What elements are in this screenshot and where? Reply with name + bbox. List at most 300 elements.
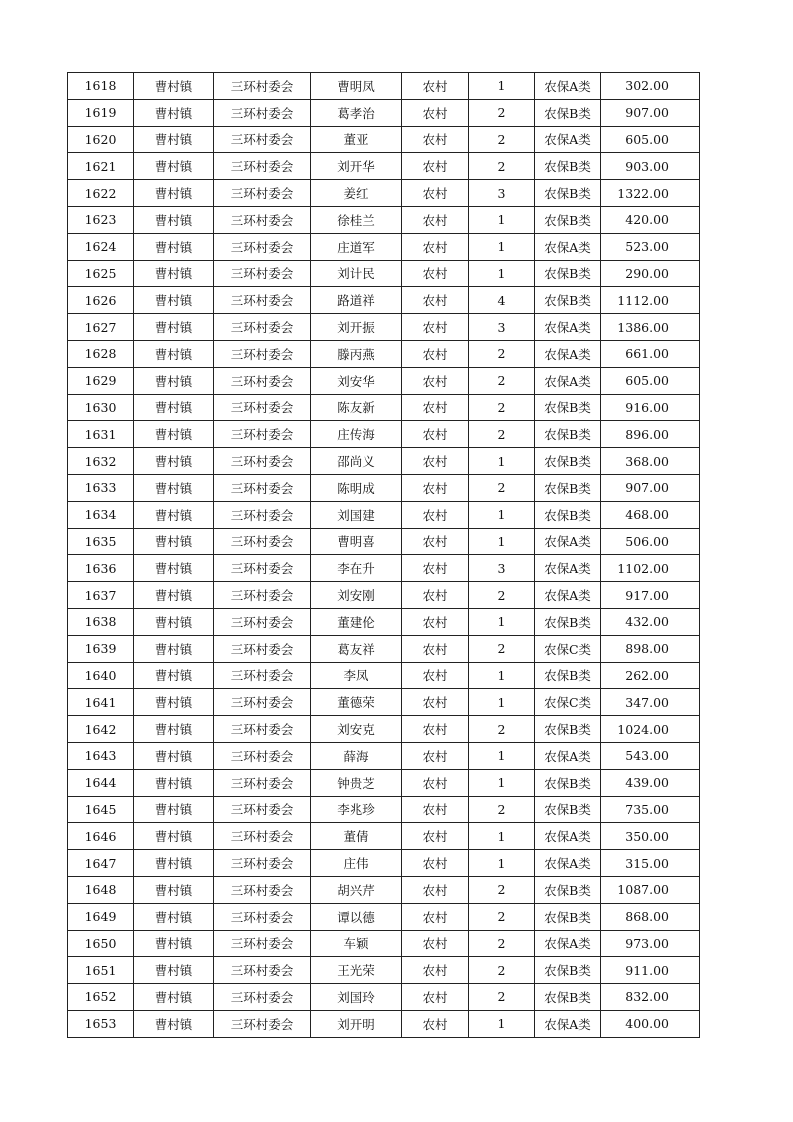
insurance-category-cell: 农保B类 (535, 876, 601, 903)
table-row (68, 769, 700, 796)
household-count-cell: 2 (469, 876, 535, 903)
row-number-cell: 1642 (68, 716, 134, 743)
amount-cell: 911.00 (601, 957, 700, 984)
table-row (68, 367, 700, 394)
area-type-cell: 农村 (402, 421, 469, 448)
household-count-cell: 2 (469, 716, 535, 743)
area-type-cell: 农村 (402, 153, 469, 180)
insurance-category-cell: 农保B类 (535, 260, 601, 287)
row-number-cell: 1653 (68, 1010, 134, 1037)
person-name-cell: 薛海 (311, 742, 402, 769)
village-committee-cell: 三环村委会 (214, 421, 311, 448)
amount-cell: 368.00 (601, 448, 700, 475)
table-row (68, 984, 700, 1011)
table-row (68, 876, 700, 903)
village-committee-cell: 三环村委会 (214, 689, 311, 716)
household-count-cell: 1 (469, 823, 535, 850)
person-name-cell: 胡兴芹 (311, 876, 402, 903)
row-number-cell: 1648 (68, 876, 134, 903)
amount-cell: 400.00 (601, 1010, 700, 1037)
area-type-cell: 农村 (402, 957, 469, 984)
insurance-category-cell: 农保A类 (535, 850, 601, 877)
table-row (68, 823, 700, 850)
village-committee-cell: 三环村委会 (214, 367, 311, 394)
person-name-cell: 王光荣 (311, 957, 402, 984)
person-name-cell: 车颖 (311, 930, 402, 957)
amount-cell: 661.00 (601, 340, 700, 367)
household-count-cell: 1 (469, 689, 535, 716)
area-type-cell: 农村 (402, 635, 469, 662)
table-row (68, 206, 700, 233)
amount-cell: 1322.00 (601, 180, 700, 207)
insurance-category-cell: 农保B类 (535, 716, 601, 743)
roster-table (67, 72, 700, 1038)
town-cell: 曹村镇 (134, 689, 214, 716)
amount-cell: 1102.00 (601, 555, 700, 582)
household-count-cell: 1 (469, 448, 535, 475)
household-count-cell: 3 (469, 555, 535, 582)
person-name-cell: 董倩 (311, 823, 402, 850)
table-row (68, 340, 700, 367)
village-committee-cell: 三环村委会 (214, 796, 311, 823)
area-type-cell: 农村 (402, 448, 469, 475)
amount-cell: 439.00 (601, 769, 700, 796)
amount-cell: 468.00 (601, 501, 700, 528)
row-number-cell: 1625 (68, 260, 134, 287)
household-count-cell: 2 (469, 367, 535, 394)
area-type-cell: 农村 (402, 582, 469, 609)
household-count-cell: 2 (469, 340, 535, 367)
village-committee-cell: 三环村委会 (214, 608, 311, 635)
amount-cell: 523.00 (601, 233, 700, 260)
area-type-cell: 农村 (402, 876, 469, 903)
household-count-cell: 2 (469, 796, 535, 823)
town-cell: 曹村镇 (134, 99, 214, 126)
village-committee-cell: 三环村委会 (214, 99, 311, 126)
amount-cell: 896.00 (601, 421, 700, 448)
household-count-cell: 1 (469, 73, 535, 100)
village-committee-cell: 三环村委会 (214, 716, 311, 743)
amount-cell: 832.00 (601, 984, 700, 1011)
area-type-cell: 农村 (402, 716, 469, 743)
table-row (68, 635, 700, 662)
person-name-cell: 谭以德 (311, 903, 402, 930)
insurance-category-cell: 农保B类 (535, 984, 601, 1011)
row-number-cell: 1647 (68, 850, 134, 877)
person-name-cell: 刘开明 (311, 1010, 402, 1037)
town-cell: 曹村镇 (134, 287, 214, 314)
person-name-cell: 庄伟 (311, 850, 402, 877)
amount-cell: 290.00 (601, 260, 700, 287)
amount-cell: 903.00 (601, 153, 700, 180)
area-type-cell: 农村 (402, 930, 469, 957)
row-number-cell: 1649 (68, 903, 134, 930)
table-row (68, 180, 700, 207)
town-cell: 曹村镇 (134, 367, 214, 394)
row-number-cell: 1627 (68, 314, 134, 341)
household-count-cell: 1 (469, 769, 535, 796)
person-name-cell: 庄道军 (311, 233, 402, 260)
row-number-cell: 1633 (68, 474, 134, 501)
row-number-cell: 1624 (68, 233, 134, 260)
household-count-cell: 1 (469, 1010, 535, 1037)
row-number-cell: 1645 (68, 796, 134, 823)
amount-cell: 735.00 (601, 796, 700, 823)
row-number-cell: 1622 (68, 180, 134, 207)
row-number-cell: 1619 (68, 99, 134, 126)
village-committee-cell: 三环村委会 (214, 930, 311, 957)
row-number-cell: 1628 (68, 340, 134, 367)
table-row (68, 689, 700, 716)
area-type-cell: 农村 (402, 340, 469, 367)
household-count-cell: 1 (469, 850, 535, 877)
household-count-cell: 1 (469, 608, 535, 635)
village-committee-cell: 三环村委会 (214, 957, 311, 984)
table-row (68, 448, 700, 475)
town-cell: 曹村镇 (134, 153, 214, 180)
table-row (68, 421, 700, 448)
village-committee-cell: 三环村委会 (214, 287, 311, 314)
row-number-cell: 1639 (68, 635, 134, 662)
table-row (68, 555, 700, 582)
table-row (68, 73, 700, 100)
person-name-cell: 刘国玲 (311, 984, 402, 1011)
table-row (68, 957, 700, 984)
row-number-cell: 1637 (68, 582, 134, 609)
row-number-cell: 1650 (68, 930, 134, 957)
row-number-cell: 1640 (68, 662, 134, 689)
insurance-category-cell: 农保A类 (535, 73, 601, 100)
insurance-category-cell: 农保A类 (535, 367, 601, 394)
row-number-cell: 1629 (68, 367, 134, 394)
town-cell: 曹村镇 (134, 448, 214, 475)
amount-cell: 907.00 (601, 474, 700, 501)
area-type-cell: 农村 (402, 260, 469, 287)
village-committee-cell: 三环村委会 (214, 555, 311, 582)
person-name-cell: 邵尚义 (311, 448, 402, 475)
village-committee-cell: 三环村委会 (214, 180, 311, 207)
person-name-cell: 陈明成 (311, 474, 402, 501)
amount-cell: 605.00 (601, 126, 700, 153)
town-cell: 曹村镇 (134, 501, 214, 528)
table-row (68, 126, 700, 153)
insurance-category-cell: 农保A类 (535, 930, 601, 957)
village-committee-cell: 三环村委会 (214, 850, 311, 877)
insurance-category-cell: 农保B类 (535, 287, 601, 314)
village-committee-cell: 三环村委会 (214, 742, 311, 769)
row-number-cell: 1623 (68, 206, 134, 233)
row-number-cell: 1631 (68, 421, 134, 448)
insurance-category-cell: 农保B类 (535, 903, 601, 930)
town-cell: 曹村镇 (134, 635, 214, 662)
village-committee-cell: 三环村委会 (214, 501, 311, 528)
amount-cell: 907.00 (601, 99, 700, 126)
insurance-category-cell: 农保A类 (535, 742, 601, 769)
household-count-cell: 1 (469, 662, 535, 689)
person-name-cell: 刘开振 (311, 314, 402, 341)
village-committee-cell: 三环村委会 (214, 340, 311, 367)
town-cell: 曹村镇 (134, 876, 214, 903)
insurance-category-cell: 农保A类 (535, 1010, 601, 1037)
town-cell: 曹村镇 (134, 555, 214, 582)
insurance-category-cell: 农保A类 (535, 340, 601, 367)
insurance-category-cell: 农保B类 (535, 796, 601, 823)
table-row (68, 903, 700, 930)
town-cell: 曹村镇 (134, 823, 214, 850)
person-name-cell: 刘安克 (311, 716, 402, 743)
amount-cell: 916.00 (601, 394, 700, 421)
table-row (68, 501, 700, 528)
area-type-cell: 农村 (402, 1010, 469, 1037)
area-type-cell: 农村 (402, 608, 469, 635)
insurance-category-cell: 农保C类 (535, 689, 601, 716)
town-cell: 曹村镇 (134, 206, 214, 233)
town-cell: 曹村镇 (134, 930, 214, 957)
amount-cell: 543.00 (601, 742, 700, 769)
village-committee-cell: 三环村委会 (214, 528, 311, 555)
village-committee-cell: 三环村委会 (214, 662, 311, 689)
person-name-cell: 董德荣 (311, 689, 402, 716)
village-committee-cell: 三环村委会 (214, 448, 311, 475)
row-number-cell: 1618 (68, 73, 134, 100)
insurance-category-cell: 农保B类 (535, 957, 601, 984)
amount-cell: 420.00 (601, 206, 700, 233)
area-type-cell: 农村 (402, 662, 469, 689)
person-name-cell: 滕丙燕 (311, 340, 402, 367)
town-cell: 曹村镇 (134, 903, 214, 930)
table-row (68, 662, 700, 689)
household-count-cell: 1 (469, 528, 535, 555)
household-count-cell: 2 (469, 903, 535, 930)
area-type-cell: 农村 (402, 99, 469, 126)
household-count-cell: 1 (469, 742, 535, 769)
village-committee-cell: 三环村委会 (214, 984, 311, 1011)
household-count-cell: 1 (469, 233, 535, 260)
town-cell: 曹村镇 (134, 73, 214, 100)
village-committee-cell: 三环村委会 (214, 233, 311, 260)
household-count-cell: 2 (469, 126, 535, 153)
town-cell: 曹村镇 (134, 769, 214, 796)
table-row (68, 99, 700, 126)
insurance-category-cell: 农保C类 (535, 635, 601, 662)
town-cell: 曹村镇 (134, 1010, 214, 1037)
person-name-cell: 董建伦 (311, 608, 402, 635)
village-committee-cell: 三环村委会 (214, 876, 311, 903)
person-name-cell: 刘安刚 (311, 582, 402, 609)
row-number-cell: 1621 (68, 153, 134, 180)
area-type-cell: 农村 (402, 474, 469, 501)
amount-cell: 973.00 (601, 930, 700, 957)
town-cell: 曹村镇 (134, 796, 214, 823)
row-number-cell: 1636 (68, 555, 134, 582)
town-cell: 曹村镇 (134, 528, 214, 555)
town-cell: 曹村镇 (134, 742, 214, 769)
row-number-cell: 1630 (68, 394, 134, 421)
village-committee-cell: 三环村委会 (214, 474, 311, 501)
table-row (68, 233, 700, 260)
row-number-cell: 1634 (68, 501, 134, 528)
row-number-cell: 1644 (68, 769, 134, 796)
insurance-category-cell: 农保A类 (535, 314, 601, 341)
insurance-category-cell: 农保A类 (535, 555, 601, 582)
insurance-category-cell: 农保B类 (535, 394, 601, 421)
table-row (68, 582, 700, 609)
insurance-category-cell: 农保B类 (535, 421, 601, 448)
insurance-category-cell: 农保B类 (535, 99, 601, 126)
household-count-cell: 2 (469, 153, 535, 180)
insurance-category-cell: 农保A类 (535, 528, 601, 555)
table-row (68, 394, 700, 421)
table-row (68, 716, 700, 743)
household-count-cell: 2 (469, 984, 535, 1011)
town-cell: 曹村镇 (134, 394, 214, 421)
table-row (68, 287, 700, 314)
amount-cell: 315.00 (601, 850, 700, 877)
amount-cell: 898.00 (601, 635, 700, 662)
household-count-cell: 3 (469, 180, 535, 207)
row-number-cell: 1651 (68, 957, 134, 984)
area-type-cell: 农村 (402, 823, 469, 850)
amount-cell: 605.00 (601, 367, 700, 394)
row-number-cell: 1626 (68, 287, 134, 314)
table-row (68, 153, 700, 180)
village-committee-cell: 三环村委会 (214, 73, 311, 100)
town-cell: 曹村镇 (134, 662, 214, 689)
insurance-category-cell: 农保B类 (535, 153, 601, 180)
household-count-cell: 2 (469, 930, 535, 957)
area-type-cell: 农村 (402, 314, 469, 341)
village-committee-cell: 三环村委会 (214, 1010, 311, 1037)
area-type-cell: 农村 (402, 206, 469, 233)
town-cell: 曹村镇 (134, 126, 214, 153)
row-number-cell: 1638 (68, 608, 134, 635)
person-name-cell: 钟贵芝 (311, 769, 402, 796)
insurance-category-cell: 农保B类 (535, 180, 601, 207)
person-name-cell: 庄传海 (311, 421, 402, 448)
village-committee-cell: 三环村委会 (214, 582, 311, 609)
village-committee-cell: 三环村委会 (214, 903, 311, 930)
insurance-category-cell: 农保B类 (535, 474, 601, 501)
row-number-cell: 1632 (68, 448, 134, 475)
person-name-cell: 刘安华 (311, 367, 402, 394)
roster-table-body (68, 73, 700, 1038)
household-count-cell: 2 (469, 99, 535, 126)
table-row (68, 528, 700, 555)
area-type-cell: 农村 (402, 367, 469, 394)
table-row (68, 314, 700, 341)
household-count-cell: 2 (469, 394, 535, 421)
person-name-cell: 刘国建 (311, 501, 402, 528)
row-number-cell: 1635 (68, 528, 134, 555)
town-cell: 曹村镇 (134, 340, 214, 367)
household-count-cell: 3 (469, 314, 535, 341)
village-committee-cell: 三环村委会 (214, 126, 311, 153)
area-type-cell: 农村 (402, 769, 469, 796)
town-cell: 曹村镇 (134, 716, 214, 743)
area-type-cell: 农村 (402, 742, 469, 769)
village-committee-cell: 三环村委会 (214, 394, 311, 421)
town-cell: 曹村镇 (134, 421, 214, 448)
town-cell: 曹村镇 (134, 582, 214, 609)
person-name-cell: 葛友祥 (311, 635, 402, 662)
village-committee-cell: 三环村委会 (214, 635, 311, 662)
amount-cell: 347.00 (601, 689, 700, 716)
insurance-category-cell: 农保B类 (535, 448, 601, 475)
table-row (68, 260, 700, 287)
town-cell: 曹村镇 (134, 957, 214, 984)
town-cell: 曹村镇 (134, 314, 214, 341)
person-name-cell: 李在升 (311, 555, 402, 582)
row-number-cell: 1620 (68, 126, 134, 153)
person-name-cell: 刘开华 (311, 153, 402, 180)
household-count-cell: 1 (469, 501, 535, 528)
household-count-cell: 1 (469, 260, 535, 287)
amount-cell: 350.00 (601, 823, 700, 850)
town-cell: 曹村镇 (134, 260, 214, 287)
amount-cell: 868.00 (601, 903, 700, 930)
insurance-category-cell: 农保B类 (535, 206, 601, 233)
amount-cell: 432.00 (601, 608, 700, 635)
household-count-cell: 2 (469, 421, 535, 448)
row-number-cell: 1652 (68, 984, 134, 1011)
row-number-cell: 1641 (68, 689, 134, 716)
area-type-cell: 农村 (402, 689, 469, 716)
table-row (68, 850, 700, 877)
amount-cell: 506.00 (601, 528, 700, 555)
insurance-category-cell: 农保A类 (535, 233, 601, 260)
person-name-cell: 路道祥 (311, 287, 402, 314)
area-type-cell: 农村 (402, 555, 469, 582)
person-name-cell: 姜红 (311, 180, 402, 207)
household-count-cell: 2 (469, 582, 535, 609)
insurance-category-cell: 农保A类 (535, 126, 601, 153)
town-cell: 曹村镇 (134, 180, 214, 207)
town-cell: 曹村镇 (134, 233, 214, 260)
person-name-cell: 曹明喜 (311, 528, 402, 555)
amount-cell: 917.00 (601, 582, 700, 609)
table-row (68, 742, 700, 769)
area-type-cell: 农村 (402, 394, 469, 421)
area-type-cell: 农村 (402, 126, 469, 153)
person-name-cell: 董亚 (311, 126, 402, 153)
village-committee-cell: 三环村委会 (214, 260, 311, 287)
row-number-cell: 1646 (68, 823, 134, 850)
village-committee-cell: 三环村委会 (214, 153, 311, 180)
area-type-cell: 农村 (402, 233, 469, 260)
amount-cell: 1112.00 (601, 287, 700, 314)
village-committee-cell: 三环村委会 (214, 314, 311, 341)
insurance-category-cell: 农保B类 (535, 769, 601, 796)
person-name-cell: 李凤 (311, 662, 402, 689)
amount-cell: 1386.00 (601, 314, 700, 341)
area-type-cell: 农村 (402, 984, 469, 1011)
table-row (68, 474, 700, 501)
table-row (68, 1010, 700, 1037)
person-name-cell: 刘计民 (311, 260, 402, 287)
area-type-cell: 农村 (402, 850, 469, 877)
insurance-category-cell: 农保A类 (535, 582, 601, 609)
town-cell: 曹村镇 (134, 608, 214, 635)
area-type-cell: 农村 (402, 903, 469, 930)
person-name-cell: 陈友新 (311, 394, 402, 421)
person-name-cell: 葛孝治 (311, 99, 402, 126)
insurance-category-cell: 农保A类 (535, 823, 601, 850)
area-type-cell: 农村 (402, 501, 469, 528)
amount-cell: 1024.00 (601, 716, 700, 743)
amount-cell: 1087.00 (601, 876, 700, 903)
household-count-cell: 4 (469, 287, 535, 314)
table-row (68, 796, 700, 823)
